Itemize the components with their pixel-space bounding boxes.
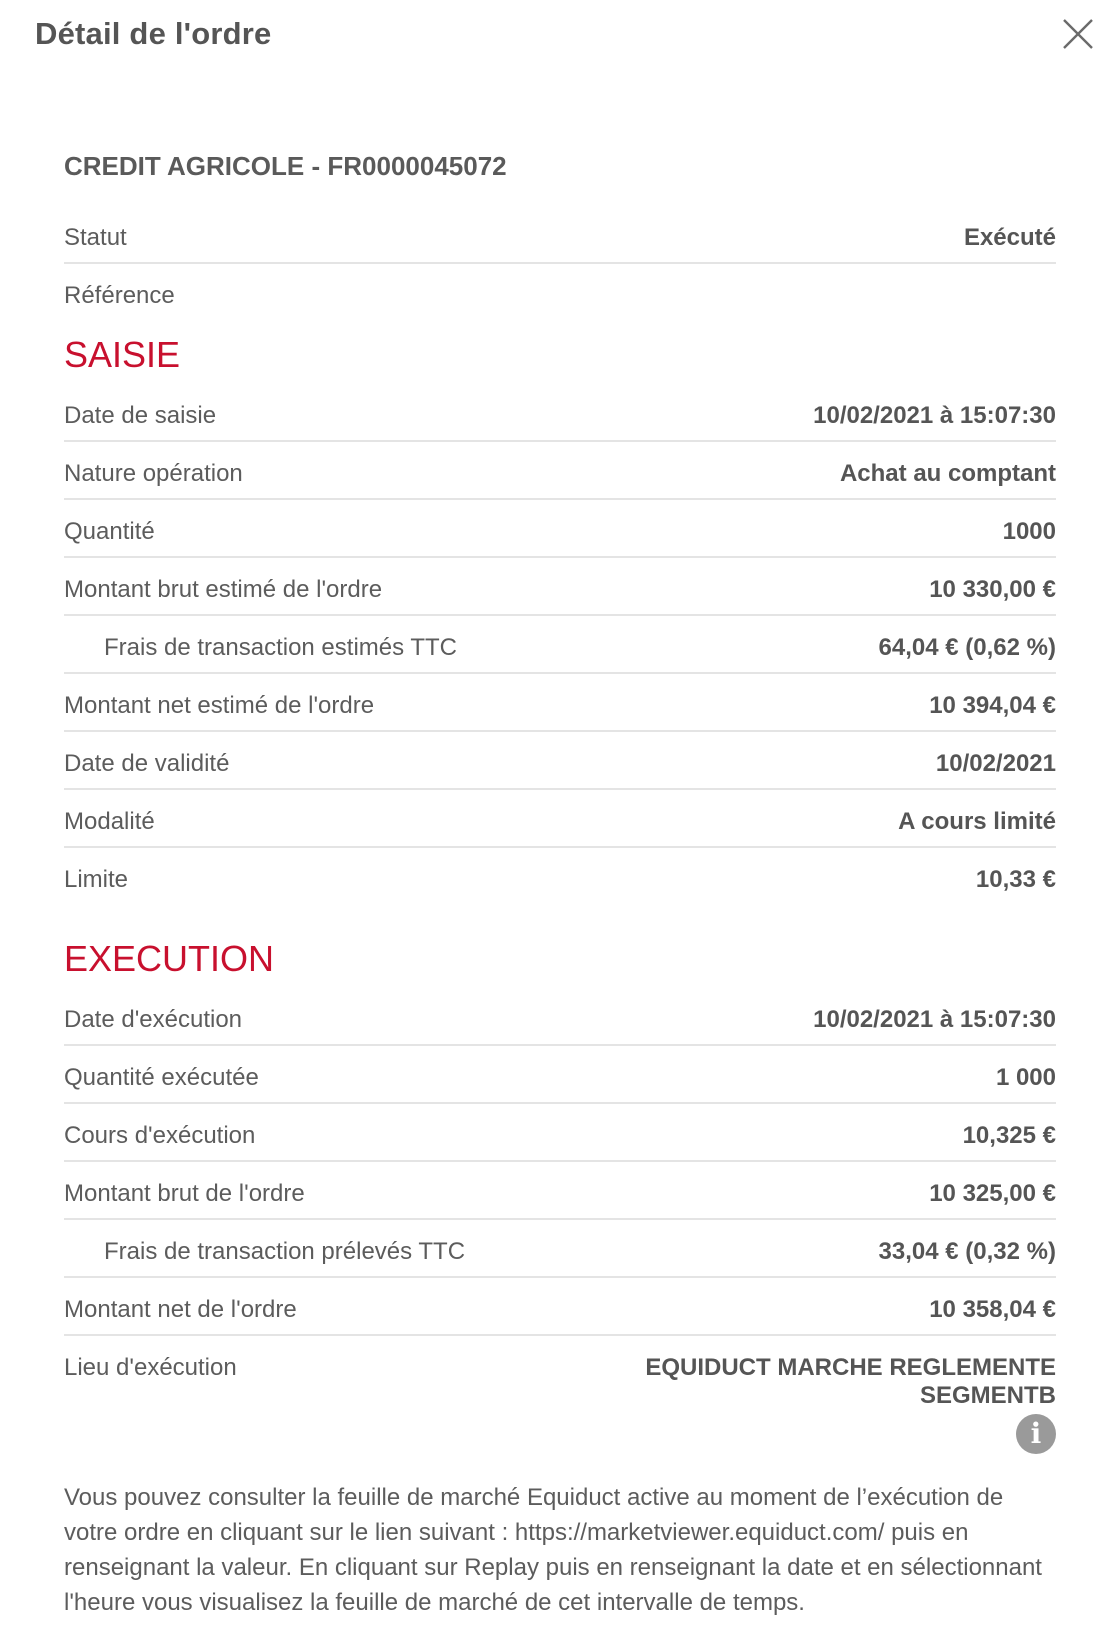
row-label: Frais de transaction prélevés TTC (104, 1238, 466, 1265)
row-value (645, 1354, 1056, 1410)
row-value: 1 000 (995, 1064, 1056, 1091)
row-label: Référence (64, 282, 175, 309)
venue-line-2: SEGMENTB (919, 1382, 1056, 1409)
row-label: Lieu d'exécution (64, 1354, 237, 1381)
row-label: Date d'exécution (64, 1006, 243, 1033)
detail-row (64, 1104, 1056, 1162)
detail-row (64, 1046, 1056, 1104)
row-label: Montant net estimé de l'ordre (64, 692, 375, 719)
detail-row (64, 848, 1056, 906)
detail-row (64, 558, 1056, 616)
row-label: Frais de transaction estimés TTC (104, 634, 458, 661)
row-value: 10,33 € (975, 866, 1056, 893)
row-label: Montant brut de l'ordre (64, 1180, 305, 1207)
detail-row (64, 384, 1056, 442)
detail-row-reference (64, 264, 1056, 322)
row-value: 10/02/2021 à 15:07:30 (813, 402, 1056, 429)
row-label: Statut (64, 224, 127, 251)
detail-row (64, 1162, 1056, 1220)
row-value: 10/02/2021 (935, 750, 1056, 777)
row-value: 10 330,00 € (929, 576, 1056, 603)
row-label: Limite (64, 866, 129, 893)
instrument-title: CREDIT AGRICOLE - FR0000045072 (64, 151, 507, 181)
row-value: 10 325,00 € (929, 1180, 1056, 1207)
row-value: 10,325 € (962, 1122, 1056, 1149)
close-button[interactable] (1060, 16, 1096, 52)
detail-row (64, 674, 1056, 732)
detail-row (64, 790, 1056, 848)
info-wrap (64, 1414, 1056, 1454)
row-value: 10 358,04 € (929, 1296, 1056, 1323)
row-value: 33,04 € (0,32 %) (878, 1238, 1056, 1265)
row-label: Modalité (64, 808, 155, 835)
detail-row (64, 500, 1056, 558)
note-text-1: Vous pouvez consulter la feuille de marché Equiduct active au moment de l’exécution de votre ordre en cliquant sur le lien suivant : (64, 1484, 1004, 1546)
equiduct-note (64, 1480, 1056, 1620)
detail-row (64, 732, 1056, 790)
detail-row-sub (64, 616, 1056, 674)
section-title-execution: EXECUTION (64, 938, 275, 979)
row-value: 64,04 € (0,62 %) (878, 634, 1056, 661)
row-label: Montant brut estimé de l'ordre (64, 576, 383, 603)
row-label: Cours d'exécution (64, 1122, 256, 1149)
row-value: Exécuté (963, 224, 1056, 251)
marketviewer-link[interactable]: https://marketviewer.equiduct.com/ (514, 1519, 885, 1546)
venue-line-1: EQUIDUCT MARCHE REGLEMENTE (645, 1354, 1056, 1381)
detail-row (64, 442, 1056, 500)
row-value: 1000 (1002, 518, 1056, 545)
row-value: 10 394,04 € (929, 692, 1056, 719)
modal-title: Détail de l'ordre (35, 16, 272, 51)
detail-row (64, 988, 1056, 1046)
row-value: 10/02/2021 à 15:07:30 (813, 1006, 1056, 1033)
row-label: Quantité exécutée (64, 1064, 259, 1091)
row-label: Nature opération (64, 460, 243, 487)
info-icon[interactable]: i (1016, 1414, 1056, 1454)
note-text-2: puis en renseignant la valeur. En cliquant sur Replay puis en renseignant la date et en sélectionnant l'heure vous visualisez la feuille de marché de cet intervalle de temps. (64, 1519, 1042, 1616)
row-label: Montant net de l'ordre (64, 1296, 297, 1323)
row-value: A cours limité (898, 808, 1056, 835)
order-detail-content (64, 146, 1056, 1620)
row-label: Date de saisie (64, 402, 217, 429)
detail-row (64, 1278, 1056, 1336)
close-icon (1060, 16, 1096, 52)
row-label: Date de validité (64, 750, 230, 777)
row-value: Achat au comptant (839, 460, 1056, 487)
detail-row-sub (64, 1220, 1056, 1278)
detail-row-venue (64, 1336, 1056, 1410)
detail-row-statut (64, 206, 1056, 264)
section-title-saisie: SAISIE (64, 334, 181, 375)
row-label: Quantité (64, 518, 155, 545)
